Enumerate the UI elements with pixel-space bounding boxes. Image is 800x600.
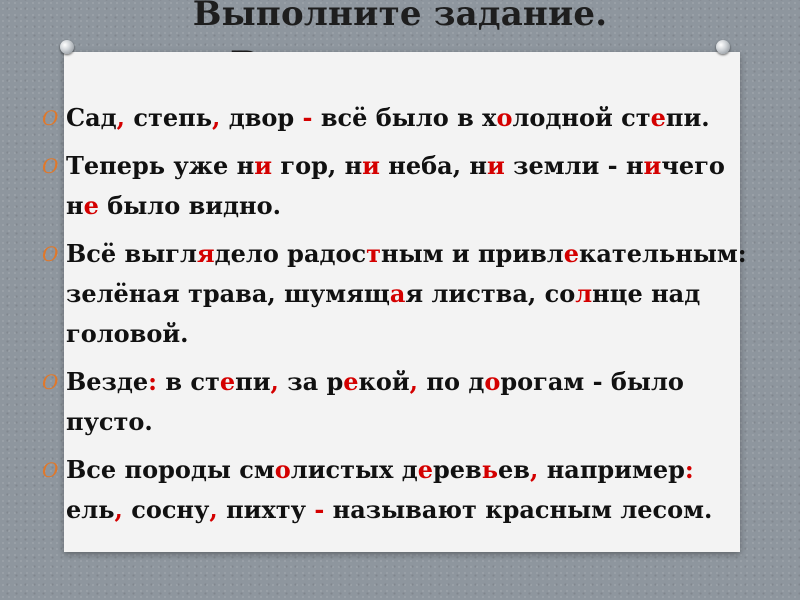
bullet-icon: O: [42, 106, 59, 130]
highlighted-correction: е: [343, 367, 359, 396]
text-segment: степь: [125, 103, 212, 132]
text-segment: ным и привл: [381, 239, 564, 268]
highlighted-correction: ,: [116, 103, 126, 132]
bullet-icon: O: [42, 242, 59, 266]
text-segment: гор, н: [272, 151, 363, 180]
list-item: [40, 234, 750, 354]
list-item: [40, 450, 750, 530]
text-segment: чего н: [66, 151, 725, 220]
highlighted-correction: я: [196, 239, 215, 268]
highlighted-correction: и: [486, 151, 505, 180]
highlighted-correction: и: [254, 151, 272, 180]
text-segment: Везде: [66, 367, 149, 396]
list-item: [40, 146, 750, 226]
text-segment: всё было в х: [312, 103, 497, 132]
text-segment: например: [538, 455, 685, 484]
text-segment: ев: [498, 455, 530, 484]
list-item: [40, 362, 750, 442]
text-segment: лодной ст: [512, 103, 651, 132]
pushpin-icon: [60, 40, 74, 54]
text-segment: сосну: [122, 495, 210, 524]
bullet-icon: O: [42, 458, 59, 482]
bullet-icon: O: [42, 154, 59, 178]
highlighted-correction: ,: [270, 367, 279, 396]
text-segment: кательным: зелёная трава, шумящ: [66, 239, 747, 308]
highlighted-correction: :: [684, 455, 694, 484]
text-segment: двор: [220, 103, 303, 132]
list-item: [40, 98, 750, 138]
highlighted-correction: и: [362, 151, 380, 180]
text-segment: в ст: [157, 367, 220, 396]
text-segment: Все породы см: [66, 455, 275, 484]
sentence-text: [66, 151, 725, 220]
sentence-text: [66, 367, 684, 436]
highlighted-correction: е: [417, 455, 433, 484]
highlighted-correction: ,: [211, 103, 221, 132]
text-segment: Сад: [66, 103, 117, 132]
highlighted-correction: е: [83, 191, 99, 220]
highlighted-correction: ,: [114, 495, 123, 524]
text-segment: земли - н: [504, 151, 644, 180]
text-segment: пихту: [217, 495, 315, 524]
text-segment: по д: [418, 367, 485, 396]
slide-title-line-1: Выполните задание.: [192, 0, 608, 34]
highlighted-correction: о: [484, 367, 501, 396]
text-segment: неба, н: [379, 151, 487, 180]
text-segment: Теперь уже н: [66, 151, 255, 180]
bullet-icon: O: [42, 370, 59, 394]
highlighted-correction: ,: [409, 367, 419, 396]
highlighted-correction: :: [148, 367, 157, 396]
text-segment: Всё выгл: [66, 239, 197, 268]
text-segment: за р: [278, 367, 344, 396]
highlighted-correction: ,: [209, 495, 218, 524]
sentence-text: [66, 103, 710, 132]
highlighted-correction: е: [650, 103, 666, 132]
highlighted-correction: е: [219, 367, 236, 396]
sentence-text: [66, 455, 712, 524]
text-segment: нце над головой.: [66, 279, 701, 348]
highlighted-correction: -: [302, 103, 313, 132]
highlighted-correction: -: [314, 495, 325, 524]
text-segment: называют красным лесом.: [324, 495, 713, 524]
text-segment: ель: [66, 495, 115, 524]
highlighted-correction: а: [389, 279, 406, 308]
highlighted-correction: л: [575, 279, 593, 308]
text-segment: рев: [433, 455, 482, 484]
highlighted-correction: о: [496, 103, 513, 132]
text-segment: пи.: [665, 103, 710, 132]
highlighted-correction: ,: [529, 455, 539, 484]
text-segment: кой: [358, 367, 410, 396]
text-segment: пи: [235, 367, 271, 396]
text-segment: рогам - было пусто.: [66, 367, 684, 436]
highlighted-correction: е: [563, 239, 580, 268]
sentence-text: [66, 239, 747, 348]
highlighted-correction: ь: [481, 455, 499, 484]
highlighted-correction: и: [643, 151, 662, 180]
highlighted-correction: т: [366, 239, 381, 268]
text-segment: листых д: [290, 455, 418, 484]
exercise-list: [40, 98, 750, 530]
text-segment: я листва, со: [405, 279, 576, 308]
text-segment: было видно.: [98, 191, 281, 220]
pushpin-icon: [716, 40, 730, 54]
highlighted-correction: о: [274, 455, 291, 484]
text-segment: дело радос: [214, 239, 367, 268]
